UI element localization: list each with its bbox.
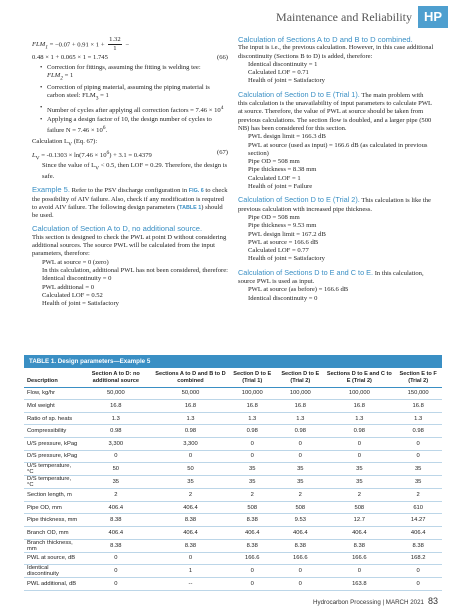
list-item: • Number of cycles after applying all correction factors = $7.46 \times 10^4$	[40, 104, 228, 115]
text-line: PWL at source (used as input) = 166.6 dB (as calculated in previous section)	[248, 141, 428, 157]
table-cell: 1.3	[276, 412, 324, 425]
table-cell: 35	[153, 476, 228, 489]
table-cell: 0.98	[324, 425, 394, 438]
list-item: • Correction of piping material, assuming the piping material is carbon steel: $FLM_3 = 1$	[40, 84, 228, 103]
calc-lv-label: Calculation $L_V$ (Eq. 67):	[32, 137, 98, 148]
table-cell: 35	[394, 463, 442, 476]
table-cell: 166.6	[228, 552, 276, 565]
paragraph: Calculation of Sections D to E and C to E. In this calculation, source PWL is used as input.	[238, 267, 424, 286]
table-row	[24, 578, 442, 591]
page-footer	[313, 596, 438, 606]
table-cell: 0	[228, 578, 276, 591]
table-cell: 0	[394, 437, 442, 450]
table-row	[24, 387, 442, 400]
table-title: TABLE 1. Design parameters—Example 5	[24, 355, 442, 368]
table-cell: 0	[79, 552, 153, 565]
table-cell: 1	[153, 565, 228, 578]
table-cell: 14.27	[394, 514, 442, 527]
section-title: Maintenance and Reliability	[276, 10, 412, 24]
table-cell: 35	[324, 476, 394, 489]
text-line: PWL at source = 0 (zero)	[42, 258, 109, 266]
paragraph: The input is i.e., the previous calculation. However, in this case additional discontinuity (Sections B to D) is added, therefore:	[238, 44, 434, 60]
table-cell: 0	[228, 450, 276, 463]
table-cell: 2	[394, 489, 442, 502]
table-cell: 1.3	[153, 412, 228, 425]
list-item: • Applying a design factor of 10, the design number of cycles to failure $N = 7.46 \times 10^6$.	[40, 116, 228, 136]
paragraph: This section is designed to check the PWL at point D without considering additional sources. The source PWL will be calculated from the input parameters, therefore:	[32, 233, 227, 258]
table-cell: 0.98	[394, 425, 442, 438]
section-heading: Calculation of Section A to D, no additional source.	[32, 224, 203, 234]
table-cell: 406.4	[394, 526, 442, 539]
table-cell: 406.4	[276, 526, 324, 539]
footer-text: Hydrocarbon Processing | MARCH 2021	[313, 599, 424, 606]
text-line: Calculated LOF = 1	[248, 174, 301, 182]
table-cell: 2	[79, 489, 153, 502]
table-cell: 406.4	[324, 526, 394, 539]
table-header-row	[24, 368, 442, 387]
table-cell: 100,000	[324, 387, 394, 400]
table-row	[24, 476, 442, 489]
row-label: Pipe thickness, mm	[24, 514, 79, 527]
table-cell: 0	[324, 450, 394, 463]
column-header: Sections D to E and C to E (Trial 2)	[324, 368, 394, 387]
page-header	[0, 0, 460, 34]
section-heading: Calculation of Section D to E (Trial 1).	[238, 89, 360, 99]
text-line: PWL design limit = 166.3 dB	[248, 133, 326, 141]
table-row	[24, 552, 442, 565]
text-line: Calculated LOF = 0.71	[248, 69, 309, 77]
table-cell: 8.38	[153, 539, 228, 552]
table-row	[24, 412, 442, 425]
table-cell: 1.3	[79, 412, 153, 425]
table-cell: 8.38	[79, 514, 153, 527]
table-cell: 8.38	[276, 539, 324, 552]
table-cell: 0	[394, 450, 442, 463]
table-cell: 0.98	[79, 425, 153, 438]
left-column	[32, 36, 228, 308]
text-line: Identical discontinuity = 0	[248, 294, 318, 302]
figure-ref[interactable]: FIG. 6	[188, 188, 204, 195]
row-label: Mol weight	[24, 400, 79, 413]
table-cell: 406.4	[79, 501, 153, 514]
table-cell: 0	[276, 565, 324, 578]
table-cell: 0	[228, 565, 276, 578]
table-cell: 35	[394, 476, 442, 489]
table-cell: 406.4	[228, 526, 276, 539]
table-cell: 0	[276, 450, 324, 463]
table	[24, 368, 442, 591]
column-header: Section A to D: no additional source	[79, 368, 153, 387]
row-label: Branch thickness, mm	[24, 539, 79, 552]
text-line: Pipe OD = 508 mm	[248, 158, 300, 166]
text-line: Calculated LOF = 0.52	[42, 291, 103, 299]
row-label: D/S pressure, kPag	[24, 450, 79, 463]
table-cell: 508	[228, 501, 276, 514]
table-cell: 0	[324, 437, 394, 450]
table-cell: 1.3	[228, 412, 276, 425]
table-cell: 12.7	[324, 514, 394, 527]
page-number: 83	[427, 596, 438, 606]
text-line: PWL at source (as before) = 166.6 dB	[248, 286, 349, 294]
column-header-description: Description	[24, 368, 79, 387]
row-label: Compressibility	[24, 425, 79, 438]
text-line: Pipe thickness = 9.53 mm	[248, 222, 317, 230]
table-cell: 35	[228, 463, 276, 476]
text-line: Health of joint = Satisfactory	[42, 300, 119, 308]
equation-number: (67)	[217, 148, 228, 156]
table-cell: 50	[79, 463, 153, 476]
section-heading: Calculation of Section D to E (Trial 2).	[238, 195, 360, 205]
table-cell: 16.8	[228, 400, 276, 413]
table-cell: 166.6	[276, 552, 324, 565]
text-line: PWL at source = 166.6 dB	[248, 238, 319, 246]
table-cell: 0	[79, 565, 153, 578]
table-cell: 2	[276, 489, 324, 502]
table-cell: 35	[276, 476, 324, 489]
table-cell: 150,000	[394, 387, 442, 400]
row-label: U/S temperature, °C	[24, 463, 79, 476]
row-label: PWL at source, dB	[24, 552, 79, 565]
table-cell: 35	[276, 463, 324, 476]
table-cell: 3,300	[79, 437, 153, 450]
table-ref[interactable]: TABLE 1	[179, 204, 202, 211]
table-cell: 50,000	[79, 387, 153, 400]
table-cell: 610	[394, 501, 442, 514]
row-label: Branch OD, mm	[24, 526, 79, 539]
table-row	[24, 501, 442, 514]
right-column	[238, 36, 434, 303]
table-row	[24, 539, 442, 552]
row-label: Ratio of sp. heats	[24, 412, 79, 425]
table-cell: 2	[324, 489, 394, 502]
table-row	[24, 565, 442, 578]
row-label: D/S temperature, °C	[24, 476, 79, 489]
table-cell: 406.4	[153, 526, 228, 539]
table-cell: 35	[79, 476, 153, 489]
table-cell: 508	[324, 501, 394, 514]
table-row	[24, 437, 442, 450]
text-line: Identical discontinuity = 1	[248, 60, 318, 68]
text-line: Health of joint = Satisfactory	[248, 255, 325, 263]
fraction: $\frac{1.32}{1}$	[109, 36, 121, 53]
row-label: PWL additional, dB	[24, 578, 79, 591]
table-cell: 16.8	[79, 400, 153, 413]
row-label: U/S pressure, kPag	[24, 437, 79, 450]
table-cell: 0	[153, 552, 228, 565]
table-cell: 0	[324, 565, 394, 578]
table-cell: 35	[228, 476, 276, 489]
text-line: Health of joint = Failure	[248, 183, 313, 191]
text-line: Pipe OD = 508 mm	[248, 213, 300, 221]
table-cell: 50,000	[153, 387, 228, 400]
text-line: PWL additional = 0	[42, 283, 95, 291]
table-cell: 100,000	[276, 387, 324, 400]
table-row	[24, 463, 442, 476]
design-parameters-table	[24, 355, 442, 591]
table-row	[24, 526, 442, 539]
equation-67: $L_V = -0.1303 \times \ln(7.46 \times 10^6) + 3.1 = 0.4379$ (67)	[32, 148, 228, 162]
text-line: PWL design limit = 167.2 dB	[248, 230, 326, 238]
row-label: Flow, kg/hr	[24, 387, 79, 400]
paragraph: Since the value of $L_V < 0.5$, then LOF = 0.29. Therefore, the design is safe.	[42, 162, 228, 180]
table-cell: 35	[324, 463, 394, 476]
table-row	[24, 450, 442, 463]
table-cell: 163.8	[324, 578, 394, 591]
column-header: Sections A to D and B to D combined	[153, 368, 228, 387]
text-line: Health of joint = Satisfactory	[248, 77, 325, 85]
equation-66-line1: $FLM_1 = -0.07 + 0.91 \times 1$ + $\frac{1.32}{1}$ −	[32, 36, 130, 53]
table-cell: --	[153, 578, 228, 591]
table-cell: 8.38	[228, 514, 276, 527]
table-cell: 2	[228, 489, 276, 502]
equation-66-line2: 0.48 × 1 + 0.065 × 1 = 1.745 (66)	[32, 53, 228, 61]
table-cell: 16.8	[153, 400, 228, 413]
table-cell: 0	[79, 578, 153, 591]
section-heading: Calculation of Sections A to D and B to D combined.	[238, 35, 413, 44]
row-label: Identical discontinuity	[24, 565, 79, 578]
table-cell: 8.38	[324, 539, 394, 552]
table-cell: 0.98	[153, 425, 228, 438]
table-cell: 0	[394, 565, 442, 578]
table-cell: 50	[153, 463, 228, 476]
column-header: Section E to F (Trial 2)	[394, 368, 442, 387]
text-line: Calculated LOF = 0.77	[248, 247, 309, 255]
table-cell: 16.8	[394, 400, 442, 413]
table-cell: 0	[79, 450, 153, 463]
table-row	[24, 400, 442, 413]
table-cell: 0	[276, 437, 324, 450]
table-cell: 406.4	[153, 501, 228, 514]
table-cell: 100,000	[228, 387, 276, 400]
table-cell: 166.6	[324, 552, 394, 565]
list-item: • Correction for fittings, assuming the fitting is welding tee: $FLM_2 = 1$	[40, 64, 228, 83]
text-line: Pipe thickness = 8.38 mm	[248, 166, 317, 174]
table-cell: 1.3	[394, 412, 442, 425]
table-row	[24, 514, 442, 527]
column-header: Section D to E (Trial 1)	[228, 368, 276, 387]
table-cell: 9.53	[276, 514, 324, 527]
table-cell: 8.38	[394, 539, 442, 552]
paragraph: Calculation of Section D to E (Trial 2). This calculation is like the previous calculation with increased pipe thickness.	[238, 195, 431, 213]
table-cell: 0	[153, 450, 228, 463]
table-cell: 0	[394, 578, 442, 591]
table-cell: 0	[276, 578, 324, 591]
section-heading: Calculation of Sections D to E and C to E.	[238, 267, 374, 277]
table-cell: 168.2	[394, 552, 442, 565]
table-row	[24, 425, 442, 438]
table-cell: 406.4	[79, 526, 153, 539]
paragraph: In this calculation, additional PWL has not been considered, therefore:	[42, 266, 228, 274]
table-cell: 8.38	[228, 539, 276, 552]
table-row	[24, 489, 442, 502]
table-cell: 3,300	[153, 437, 228, 450]
equation-number: (66)	[217, 53, 228, 61]
table-cell: 8.38	[79, 539, 153, 552]
table-cell: 16.8	[276, 400, 324, 413]
row-label: Section length, m	[24, 489, 79, 502]
table-cell: 0	[228, 437, 276, 450]
row-label: Pipe OD, mm	[24, 501, 79, 514]
table-cell: 508	[276, 501, 324, 514]
table-cell: 0.98	[228, 425, 276, 438]
column-header: Section D to E (Trial 2)	[276, 368, 324, 387]
hp-logo: HP	[418, 6, 448, 28]
bullet-list	[40, 64, 228, 136]
table-cell: 2	[153, 489, 228, 502]
paragraph: Calculation of Section D to E (Trial 1). The main problem with this calculation is the unavailability of input parameters to calculate PWL at source. Therefore, the value of PWL at source should be taken from previous calculations. The section flow is doubled, and a larger pipe (500 NB) has been considered for this section.	[238, 89, 432, 132]
example-label: Example 5.	[32, 185, 70, 195]
table-cell: 0.98	[276, 425, 324, 438]
table-cell: 1.3	[324, 412, 394, 425]
table-cell: 16.8	[324, 400, 394, 413]
table-cell: 8.38	[153, 514, 228, 527]
example-5-paragraph: Example 5. Refer to the PSV discharge configuration in FIG. 6 to check the possibility of AIV failure. Also, check if any modification is required to avoid AIV failure. The following design parameters (TABLE 1) should be used.	[32, 185, 228, 220]
text-line: Identical discontinuity = 0	[42, 275, 112, 283]
